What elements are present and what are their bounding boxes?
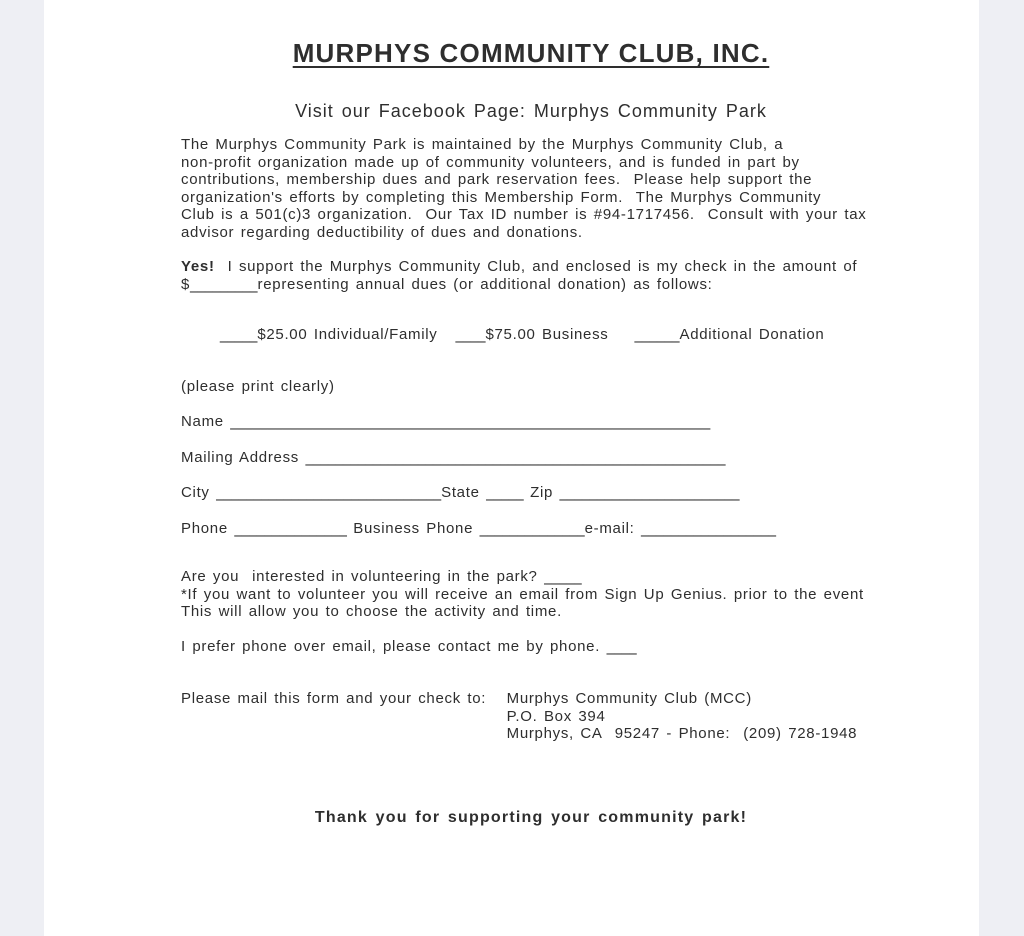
mail-recipient: Murphys Community Club (MCC) xyxy=(506,690,752,707)
phone-preference-blank: ____ xyxy=(606,636,637,655)
option-additional-donation xyxy=(634,326,824,343)
pledge-text: I support the Murphys Community Club, and enclosed is my check in the amount of xyxy=(214,258,858,275)
volunteer-question-line xyxy=(181,568,881,586)
mailing-address-label: Mailing Address xyxy=(181,448,306,466)
business-label: $75.00 Business xyxy=(485,325,609,343)
email-blank: __________________ xyxy=(640,518,776,537)
mailing-instructions xyxy=(181,690,881,743)
amount-line xyxy=(181,276,881,294)
donation-label: Additional Donation xyxy=(679,325,825,343)
amount-rest: representing annual dues (or additional donation) as follows: xyxy=(257,275,713,293)
mailing-address-blank: ________________________________________________________ xyxy=(305,447,726,466)
individual-blank: _____ xyxy=(219,324,258,343)
name-row xyxy=(181,413,881,431)
mail-city-phone: Murphys, CA 95247 - Phone: (209) 728-1948 xyxy=(506,725,858,742)
volunteer-blank: _____ xyxy=(544,567,582,585)
city-blank: ______________________________ xyxy=(216,483,442,501)
phone-blank: _______________ xyxy=(234,518,347,537)
intro-line: contributions, membership dues and park reservation fees. Please help support the xyxy=(181,171,813,188)
intro-paragraph xyxy=(181,136,881,241)
intro-line: advisor regarding deductibility of dues and donations. xyxy=(181,223,583,241)
page-title: MURPHYS COMMUNITY CLUB, INC. xyxy=(292,38,770,68)
pledge-line xyxy=(181,258,881,276)
city-state-zip-row xyxy=(181,484,881,502)
option-business xyxy=(455,326,608,343)
phone-email-row xyxy=(181,520,881,538)
zip-label: Zip xyxy=(523,484,560,501)
phone-label: Phone xyxy=(181,519,235,537)
business-phone-label: Business Phone xyxy=(346,519,480,537)
individual-label: $25.00 Individual/Family xyxy=(257,325,438,343)
volunteer-note-line: *If you want to volunteer you will receive an email from Sign Up Genius. prior to the event xyxy=(181,585,864,603)
yes-lead: Yes! xyxy=(181,258,215,275)
print-clearly-note: (please print clearly) xyxy=(181,377,335,395)
volunteer-question: Are you interested in volunteering in the park? xyxy=(181,568,545,585)
intro-line: Club is a 501(c)3 organization. Our Tax ID number is #94-1717456. Consult with your tax xyxy=(181,206,867,223)
donation-blank: ______ xyxy=(634,324,680,343)
phone-preference-text: I prefer phone over email, please contact me by phone. xyxy=(181,637,607,655)
volunteer-section xyxy=(181,568,881,621)
mail-address-block xyxy=(507,690,858,743)
pledge-paragraph xyxy=(181,258,881,293)
form-content xyxy=(44,0,881,828)
business-phone-blank: ______________ xyxy=(479,518,585,537)
phone-preference-line xyxy=(181,638,881,656)
intro-line: The Murphys Community Park is maintained by the Murphys Community Club, a xyxy=(181,136,784,153)
business-blank: ____ xyxy=(455,324,486,343)
dues-options-row xyxy=(181,308,881,361)
mail-po-box: P.O. Box 394 xyxy=(506,707,606,725)
amount-blank: _________ xyxy=(190,274,258,293)
name-label: Name xyxy=(181,413,231,430)
mailing-address-row xyxy=(181,449,881,467)
mail-to-label: Please mail this form and your check to: xyxy=(181,690,493,707)
amount-prefix: $ xyxy=(181,275,191,293)
email-label: e-mail: xyxy=(584,519,641,537)
document-page xyxy=(44,0,979,936)
option-individual-family xyxy=(220,326,438,343)
intro-line: non-profit organization made up of community volunteers, and is funded in part by xyxy=(181,153,800,171)
closing-thank-you: Thank you for supporting your community park! xyxy=(314,808,748,826)
state-blank: _____ xyxy=(486,483,524,501)
volunteer-note-line: This will allow you to choose the activity and time. xyxy=(181,603,562,620)
name-blank: ________________________________________________________________ xyxy=(230,412,711,430)
city-label: City xyxy=(181,484,217,501)
zip-blank: ________________________ xyxy=(559,483,740,501)
state-label: State xyxy=(441,484,487,501)
intro-line: organization's efforts by completing this Membership Form. The Murphys Community xyxy=(181,188,822,206)
facebook-page-line: Visit our Facebook Page: Murphys Community Park xyxy=(295,101,767,121)
